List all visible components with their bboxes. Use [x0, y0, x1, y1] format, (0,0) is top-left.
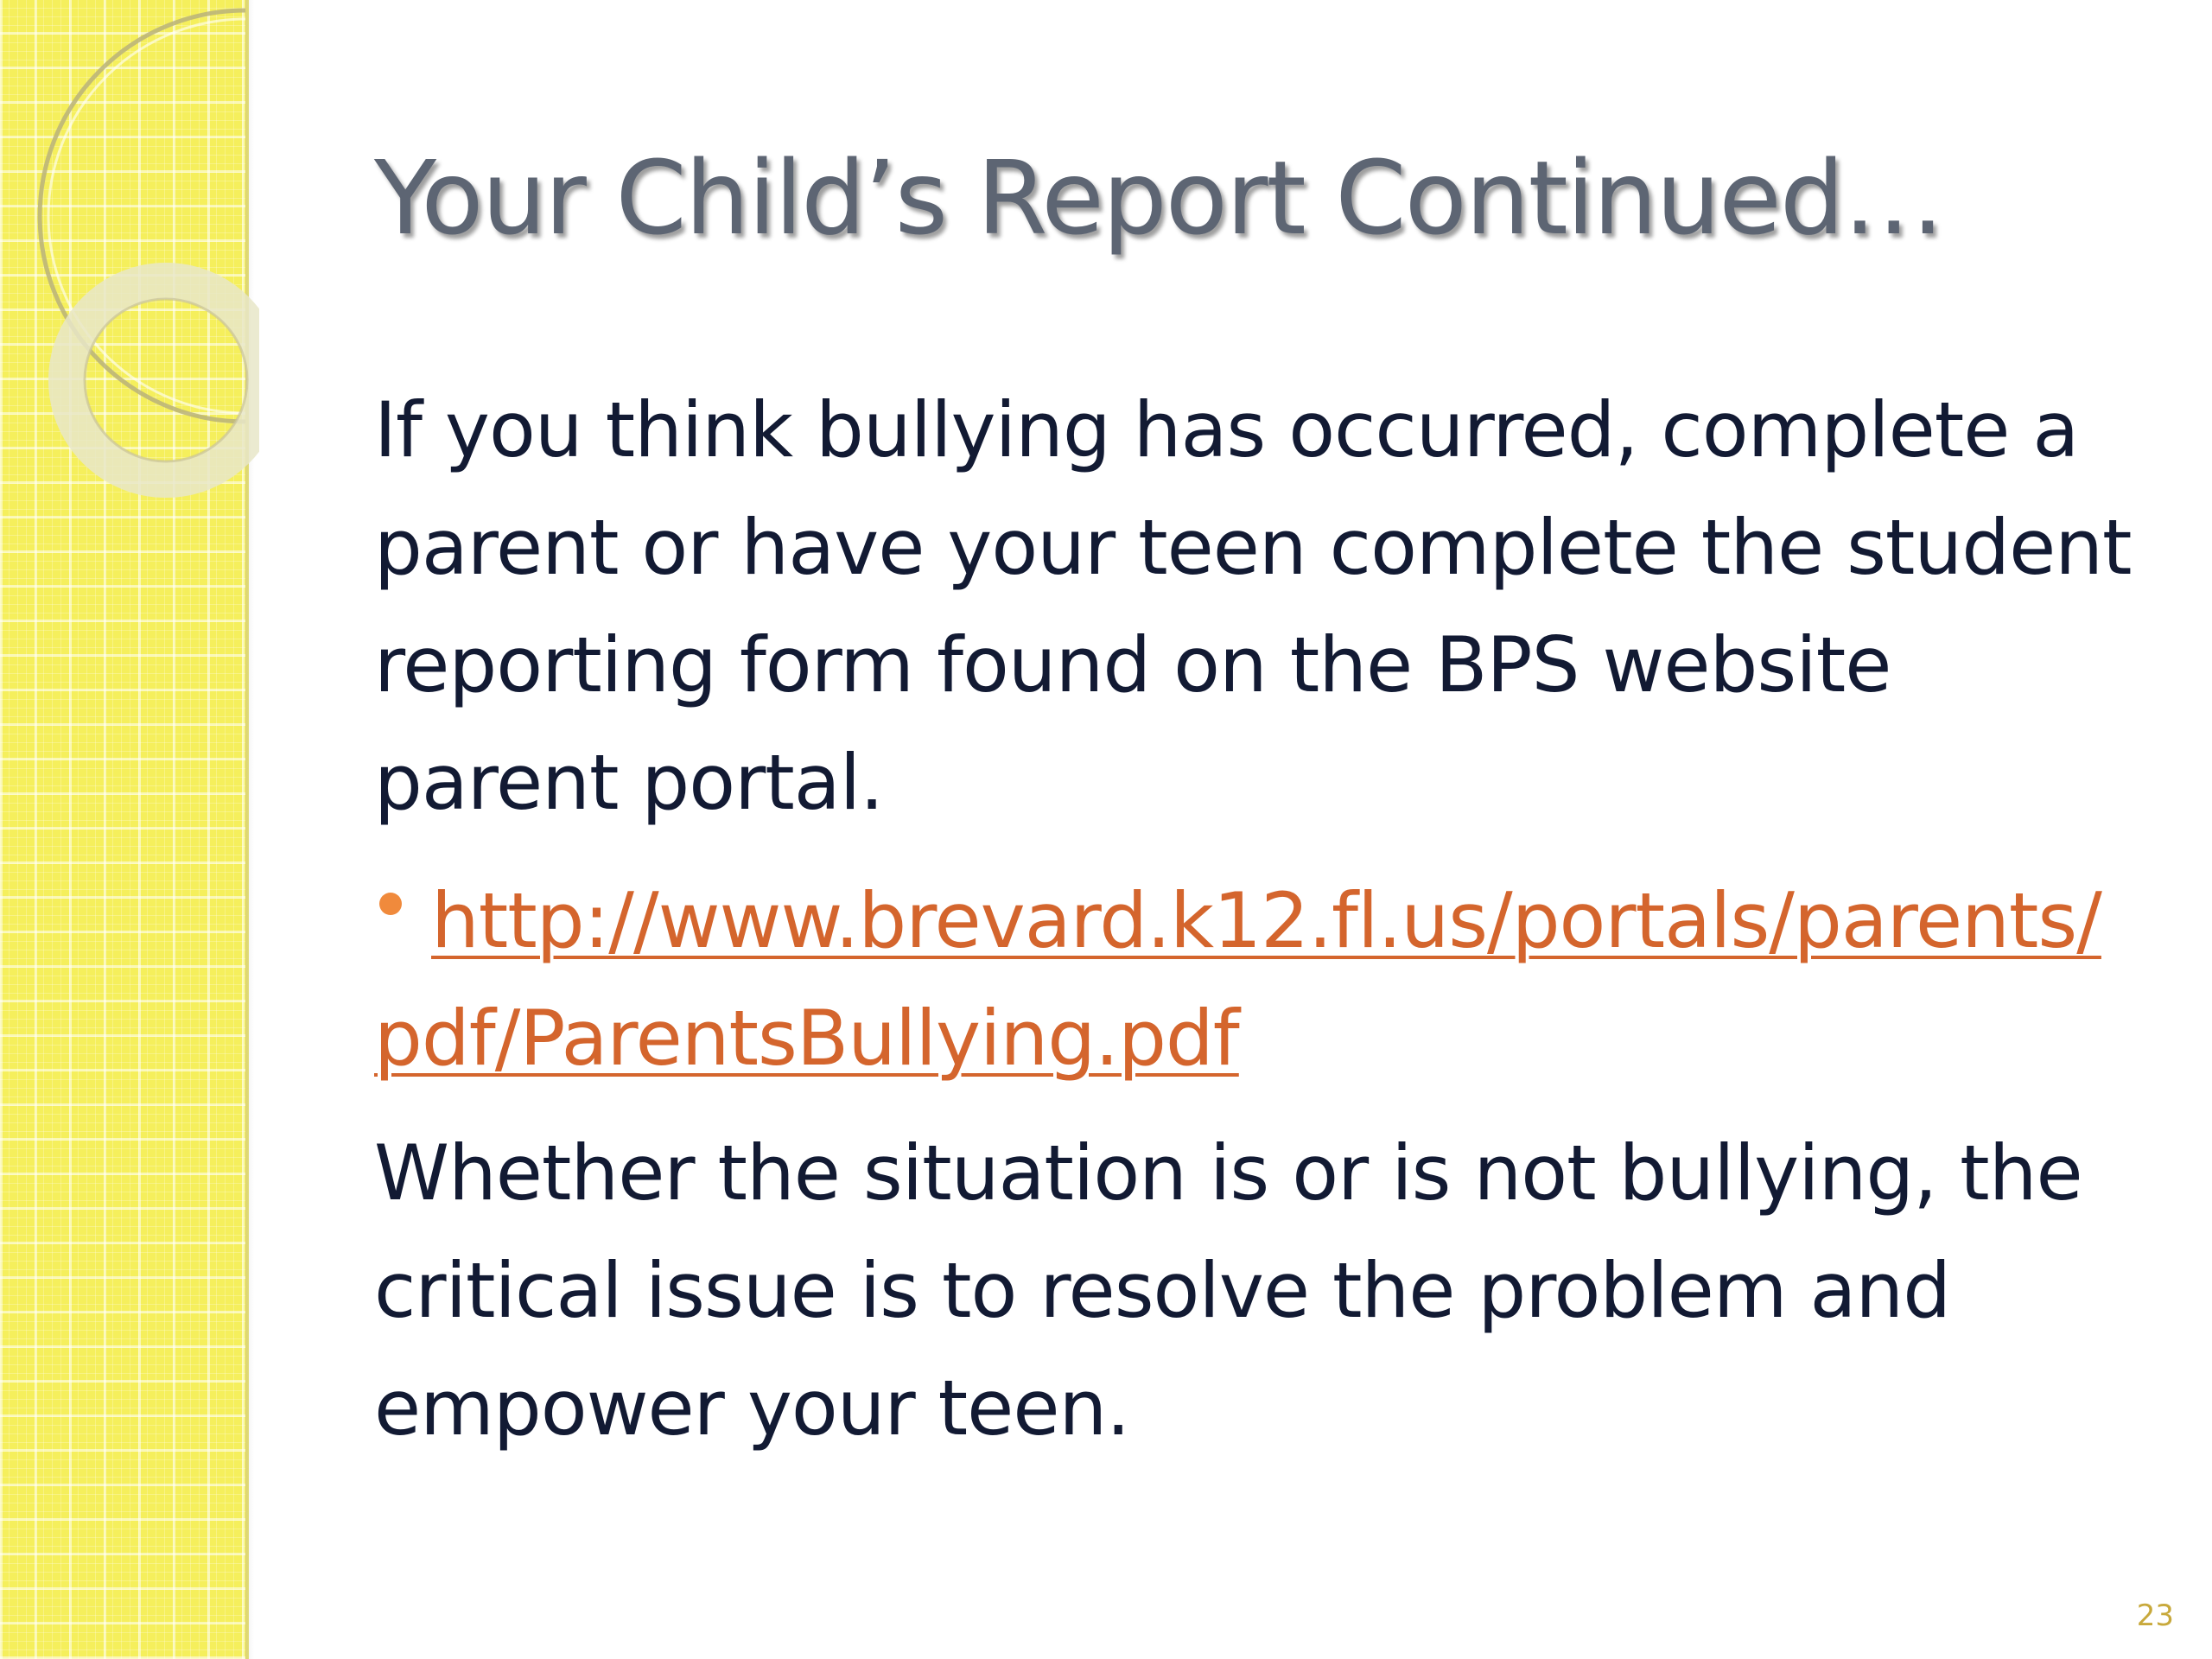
paragraph-resolve-problem: Whether the situation is or is not bullying, the critical issue is to resolve the problem and empower your teen.: [374, 1128, 2082, 1452]
paragraph-report-instructions: If you think bullying has occurred, complete a parent or have your teen complete the student reporting form found on the BPS website parent portal.: [374, 385, 2132, 827]
bullet-icon: [379, 893, 402, 915]
page-number: 23: [2136, 1599, 2174, 1633]
slide-title: Your Child’s Report Continued…: [374, 138, 1943, 257]
side-band-shadow: [245, 0, 254, 1659]
slide-body: [374, 372, 2137, 1467]
parents-bullying-pdf-link[interactable]: http://www.brevard.k12.fl.us/portals/parents/pdf/ParentsBullying.pdf: [374, 876, 2101, 1083]
link-list-item: [374, 862, 2137, 1097]
decorative-side-band: [0, 0, 249, 1659]
